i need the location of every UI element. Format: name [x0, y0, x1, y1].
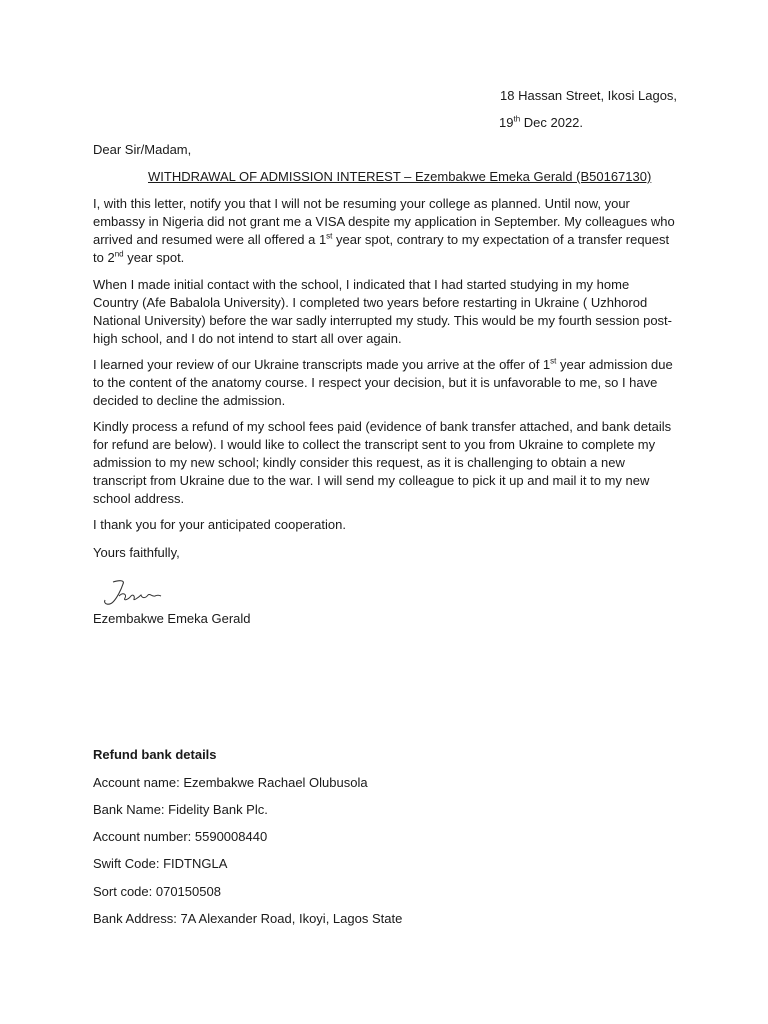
ordinal-suffix: nd [114, 249, 124, 259]
bank-details-heading: Refund bank details [93, 747, 217, 762]
account-name: Account name: Ezembakwe Rachael Olubusola [93, 775, 368, 790]
letter-date [499, 114, 583, 132]
bank-name: Bank Name: Fidelity Bank Plc. [93, 802, 268, 817]
signature-image [95, 576, 165, 610]
paragraph-text: year admission due to the content of the anatomy course. I respect your decision, but it is unfavorable to me, so I have decided to decline the admission. [93, 357, 673, 408]
bank-address: Bank Address: 7A Alexander Road, Ikoyi, Lagos State [93, 911, 403, 926]
ordinal-suffix: st [326, 231, 333, 241]
salutation: Dear Sir/Madam, [93, 142, 192, 157]
paragraph-text: year spot, contrary to my expectation of a transfer request to 2 [93, 232, 670, 265]
subject-line: WITHDRAWAL OF ADMISSION INTEREST – Ezembakwe Emeka Gerald (B50167130) [148, 169, 652, 184]
signer-name: Ezembakwe Emeka Gerald [93, 611, 251, 626]
ordinal-suffix: st [550, 356, 557, 366]
date-day: 19 [499, 115, 514, 130]
account-number: Account number: 5590008440 [93, 829, 268, 844]
paragraph-decision [93, 356, 678, 410]
paragraph-refund-request: Kindly process a refund of my school fees paid (evidence of bank transfer attached, and bank details for refund are below). I would like to collect the transcript sent to you from Ukraine to complete my admission to my new school; kindly consider this request, as it is challenging to obtain a new transcript from Ukraine due to the war. I will send my colleague to pick it up and mail it to my new school address. [93, 419, 672, 506]
closing: Yours faithfully, [93, 545, 180, 560]
date-month-year: Dec 2022. [520, 115, 584, 130]
paragraph-thanks: I thank you for your anticipated cooperation. [93, 517, 346, 532]
swift-code: Swift Code: FIDTNGLA [93, 856, 228, 871]
paragraph-text: I learned your review of our Ukraine transcripts made you arrive at the offer of 1 [93, 357, 551, 372]
sender-address: 18 Hassan Street, Ikosi Lagos, [500, 88, 678, 103]
paragraph-history: When I made initial contact with the school, I indicated that I had started studying in my home Country (Afe Babalola University). I completed two years before restarting in Ukraine ( Uzhhorod National University) before the war sadly interrupted my study. This would be my fourth session post-high school, and I do not intend to start all over again. [93, 277, 672, 346]
date-day-suffix: th [513, 114, 521, 124]
paragraph-text: year spot. [123, 250, 185, 265]
paragraph-text: I, with this letter, notify you that I will not be resuming your college as planned. Until now, your embassy in Nigeria did not grant me a VISA despite my application in September. My colleagues who arrived and resumed were all offered a 1 [93, 196, 675, 247]
sort-code: Sort code: 070150508 [93, 884, 221, 899]
paragraph-visa [93, 195, 678, 267]
